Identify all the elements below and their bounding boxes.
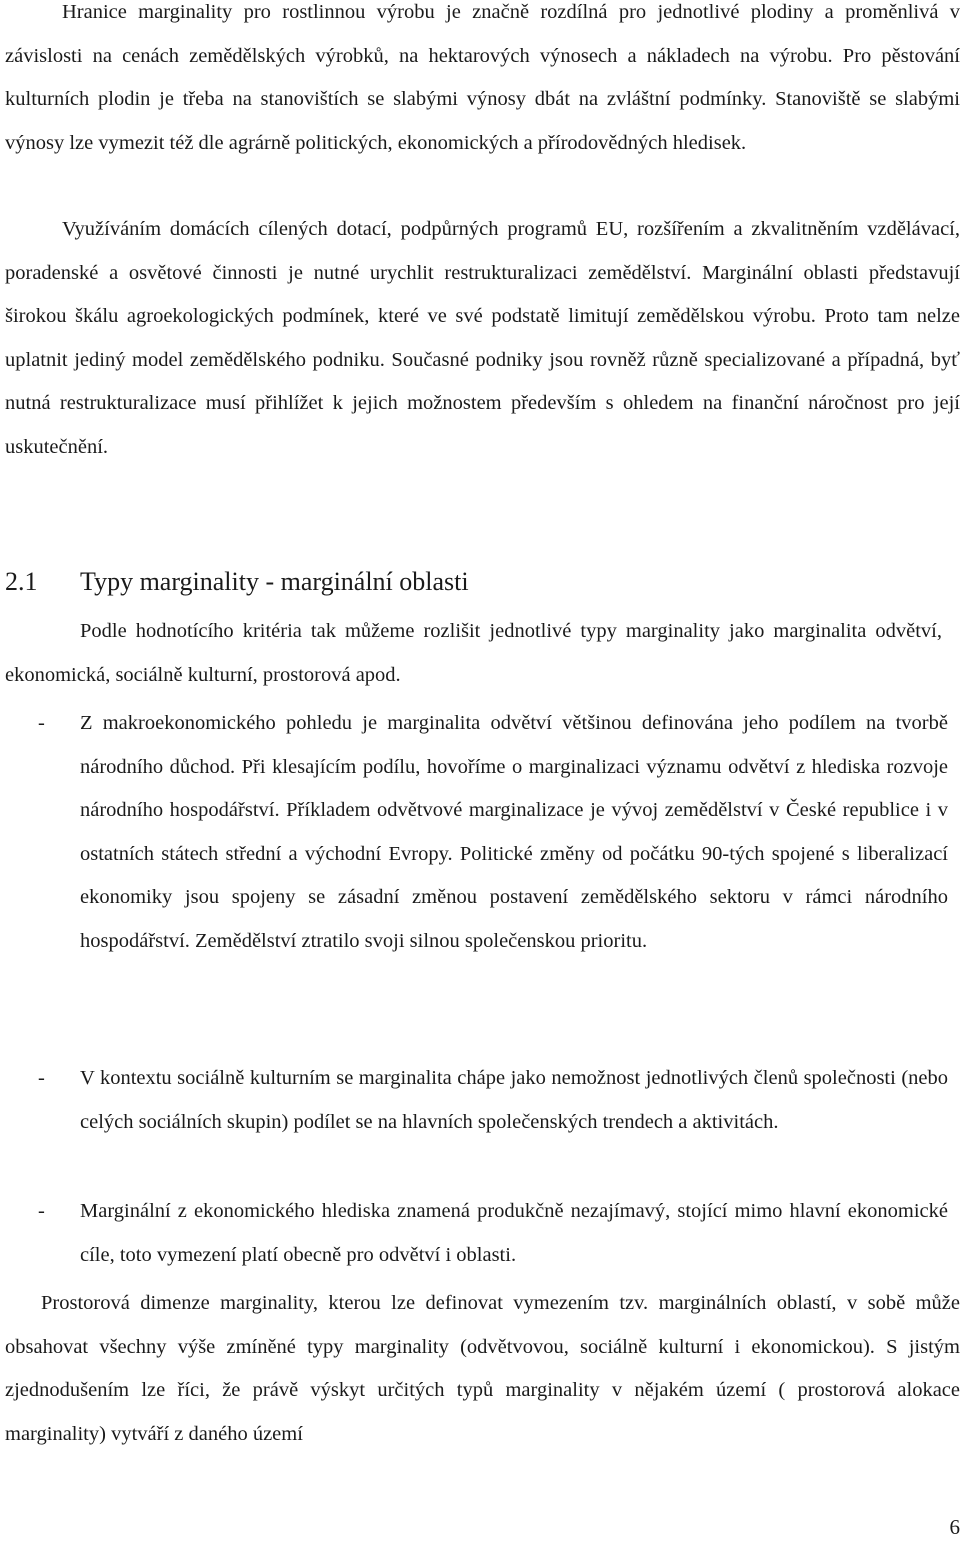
list-dash: - [38, 712, 45, 734]
list-item-sector-marginality [38, 702, 948, 964]
section-title: Typy marginality - marginální oblasti [80, 567, 469, 596]
list-item-text: Z makroekonomického pohledu je marginalita odvětví většinou definována jeho podílem na tvorbě národního důchod. Při klesajícím podílu, hovoříme o marginalizaci významu odvětví z hlediska rozvoje národního hospodářství. Příkladem odvětvové marginalizace je vývoj zemědělství v České republice i v ostatních státech střední a východní Evropy. Politické změny od počátku 90-tých spojené s liberalizací ekonomiky jsou spojeny se zásadní změnou postavení zemědělského sektoru v rámci národního hospodářství. Zemědělství ztratilo svoji silnou společenskou prioritu. [80, 712, 948, 952]
section-number: 2.1 [5, 567, 38, 596]
list-dash: - [38, 1200, 45, 1222]
list-item-text: V kontextu sociálně kulturním se marginalita chápe jako nemožnost jednotlivých členů společnosti (nebo celých sociálních skupin) podílet se na hlavních společenských trendech a aktivitách. [80, 1067, 948, 1133]
paragraph-spatial-dimension: Prostorová dimenze marginality, kterou lze definovat vymezením tzv. marginálních oblastí, v sobě může obsahovat všechny výše zmíněné typy marginality (odvětvovou, sociálně kulturní i ekonomickou). S jistým zjednodušením lze říci, že právě výskyt určitých typů marginality v nějakém území ( prostorová alokace marginality) vytváří z daného území [5, 1292, 960, 1445]
list-item-text: Marginální z ekonomického hlediska znamená produkčně nezajímavý, stojící mimo hlavní ekonomické cíle, toto vymezení platí obecně pro odvětví i oblasti. [80, 1200, 948, 1266]
section-heading [5, 560, 960, 604]
paragraph-crop-marginality: Hranice marginality pro rostlinnou výrobu je značně rozdílná pro jednotlivé plodiny a proměnlivá v závislosti na cenách zemědělských výrobků, na hektarových výnosech a nákladech na výrobu. Pro pěstování kulturních plodin je třeba na stanovištích se slabými výnosy dbát na zvláštní podmínky. Stanoviště se slabými výnosy lze vymezit též dle agrárně politických, ekonomických a přírodovědných hledisek. [5, 1, 960, 154]
list-item-economic-marginality [38, 1190, 948, 1277]
paragraph-restructuring: Využíváním domácích cílených dotací, podpůrných programů EU, rozšířením a zkvalitněním vzdělávací, poradenské a osvětové činnosti je nutné urychlit restrukturalizaci zemědělství. Marginální oblasti představují širokou škálu agroekologických podmínek, které ve své podstatě limitují zemědělskou výrobu. Proto tam nelze uplatnit jediný model zemědělského podniku. Současné podniky jsou rovněž různě specializované a případná, byť nutná restrukturalizace musí přihlížet k jejich možnostem především s ohledem na finanční náročnost pro její uskutečnění. [5, 218, 960, 458]
list-dash: - [38, 1067, 45, 1089]
page-number: 6 [949, 1515, 960, 1539]
list-item-social-marginality [38, 1057, 948, 1144]
paragraph-intro: Podle hodnotícího kritéria tak můžeme rozlišit jednotlivé typy marginality jako marginalita odvětví, ekonomická, sociálně kulturní, prostorová apod. [5, 620, 942, 686]
